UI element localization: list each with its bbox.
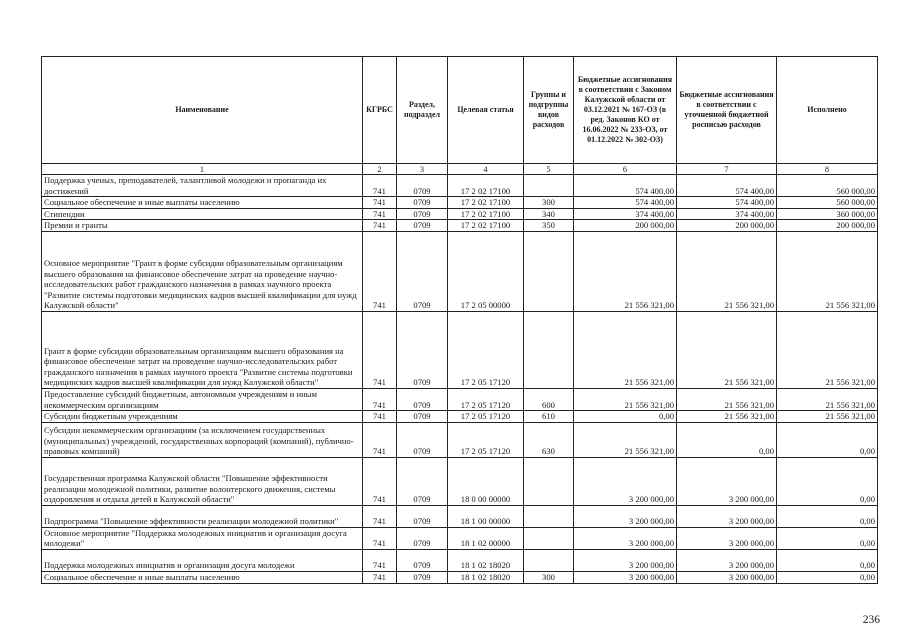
row-assigned: 21 556 321,00 bbox=[574, 311, 677, 388]
row-kgrbs: 741 bbox=[363, 197, 397, 209]
row-refined: 21 556 321,00 bbox=[677, 411, 777, 423]
row-executed: 21 556 321,00 bbox=[777, 388, 878, 410]
row-target: 17 2 05 00000 bbox=[448, 231, 524, 311]
row-name: Основное мероприятие "Грант в форме субсидии образовательным организациям высшего образования на финансовое обеспечение затрат на проведение научно-исследовательских работ гражданского назначения в рамках научного проекта "Развитие системы подготовки медицинских кадров высшей квалификации для нужд Калужской области" bbox=[42, 231, 363, 311]
row-executed: 200 000,00 bbox=[777, 220, 878, 232]
row-refined: 574 400,00 bbox=[677, 175, 777, 197]
column-number: 4 bbox=[448, 164, 524, 175]
row-group bbox=[524, 549, 574, 571]
row-assigned: 574 400,00 bbox=[574, 197, 677, 209]
row-executed: 21 556 321,00 bbox=[777, 411, 878, 423]
row-target: 18 1 02 18020 bbox=[448, 571, 524, 583]
row-executed: 0,00 bbox=[777, 571, 878, 583]
row-section: 0709 bbox=[397, 422, 448, 457]
row-target: 18 0 00 00000 bbox=[448, 457, 524, 505]
table-row bbox=[42, 505, 878, 527]
table-row bbox=[42, 175, 878, 197]
row-section: 0709 bbox=[397, 549, 448, 571]
row-executed: 0,00 bbox=[777, 422, 878, 457]
column-number: 2 bbox=[363, 164, 397, 175]
header-kgrbs: КГРБС bbox=[363, 57, 397, 164]
row-assigned: 0,00 bbox=[574, 411, 677, 423]
row-name: Государственная программа Калужской области "Повышение эффективности реализации молодежной политики, развитие волонтерского движения, системы оздоровления и отдыха детей в Калужской области" bbox=[42, 457, 363, 505]
row-executed: 0,00 bbox=[777, 457, 878, 505]
row-name: Субсидии бюджетным учреждениям bbox=[42, 411, 363, 423]
row-name: Основное мероприятие "Поддержка молодежных инициатив и организация досуга молодежи" bbox=[42, 527, 363, 549]
row-kgrbs: 741 bbox=[363, 571, 397, 583]
table-row bbox=[42, 571, 878, 583]
row-refined: 0,00 bbox=[677, 422, 777, 457]
row-target: 17 2 05 17120 bbox=[448, 422, 524, 457]
row-target: 17 2 05 17120 bbox=[448, 411, 524, 423]
row-target: 18 1 02 18020 bbox=[448, 549, 524, 571]
row-assigned: 3 200 000,00 bbox=[574, 457, 677, 505]
row-name: Подпрограмма "Повышение эффективности реализации молодежной политики" bbox=[42, 505, 363, 527]
row-section: 0709 bbox=[397, 175, 448, 197]
row-executed: 0,00 bbox=[777, 505, 878, 527]
row-section: 0709 bbox=[397, 411, 448, 423]
row-group bbox=[524, 505, 574, 527]
row-refined: 3 200 000,00 bbox=[677, 527, 777, 549]
column-number: 6 bbox=[574, 164, 677, 175]
row-executed: 0,00 bbox=[777, 527, 878, 549]
column-number-row bbox=[42, 164, 878, 175]
row-kgrbs: 741 bbox=[363, 457, 397, 505]
column-number: 1 bbox=[42, 164, 363, 175]
header-executed: Исполнено bbox=[777, 57, 878, 164]
table-row bbox=[42, 388, 878, 410]
table-row bbox=[42, 208, 878, 220]
row-kgrbs: 741 bbox=[363, 220, 397, 232]
row-name: Социальное обеспечение и иные выплаты населению bbox=[42, 571, 363, 583]
row-kgrbs: 741 bbox=[363, 422, 397, 457]
header-row bbox=[42, 57, 878, 164]
table-row bbox=[42, 311, 878, 388]
row-group: 350 bbox=[524, 220, 574, 232]
row-section: 0709 bbox=[397, 505, 448, 527]
row-kgrbs: 741 bbox=[363, 527, 397, 549]
row-name: Грант в форме субсидии образовательным организациям высшего образования на финансовое обеспечение затрат на проведение научно-исследовательских работ гражданского назначения в рамках научного проекта "Развитие системы подготовки медицинских кадров высшей квалификации для нужд Калужской области" bbox=[42, 311, 363, 388]
row-kgrbs: 741 bbox=[363, 175, 397, 197]
row-assigned: 3 200 000,00 bbox=[574, 505, 677, 527]
row-group bbox=[524, 231, 574, 311]
row-kgrbs: 741 bbox=[363, 208, 397, 220]
column-number: 7 bbox=[677, 164, 777, 175]
budget-table bbox=[41, 56, 878, 584]
row-group: 300 bbox=[524, 197, 574, 209]
row-group: 340 bbox=[524, 208, 574, 220]
row-target: 17 2 05 17120 bbox=[448, 311, 524, 388]
row-name: Социальное обеспечение и иные выплаты населению bbox=[42, 197, 363, 209]
row-name: Стипендии bbox=[42, 208, 363, 220]
row-section: 0709 bbox=[397, 527, 448, 549]
row-refined: 200 000,00 bbox=[677, 220, 777, 232]
row-section: 0709 bbox=[397, 311, 448, 388]
header-groups: Группы и подгруппы видов расходов bbox=[524, 57, 574, 164]
row-refined: 374 400,00 bbox=[677, 208, 777, 220]
table-row bbox=[42, 527, 878, 549]
row-refined: 21 556 321,00 bbox=[677, 231, 777, 311]
row-assigned: 21 556 321,00 bbox=[574, 231, 677, 311]
row-assigned: 374 400,00 bbox=[574, 208, 677, 220]
row-refined: 3 200 000,00 bbox=[677, 571, 777, 583]
row-target: 17 2 02 17100 bbox=[448, 175, 524, 197]
row-section: 0709 bbox=[397, 571, 448, 583]
row-assigned: 200 000,00 bbox=[574, 220, 677, 232]
row-refined: 3 200 000,00 bbox=[677, 457, 777, 505]
row-section: 0709 bbox=[397, 388, 448, 410]
table-row bbox=[42, 549, 878, 571]
row-assigned: 3 200 000,00 bbox=[574, 571, 677, 583]
row-executed: 21 556 321,00 bbox=[777, 231, 878, 311]
row-section: 0709 bbox=[397, 197, 448, 209]
row-executed: 0,00 bbox=[777, 549, 878, 571]
row-target: 17 2 02 17100 bbox=[448, 197, 524, 209]
row-kgrbs: 741 bbox=[363, 311, 397, 388]
row-refined: 21 556 321,00 bbox=[677, 311, 777, 388]
row-kgrbs: 741 bbox=[363, 411, 397, 423]
row-name: Предоставление субсидий бюджетным, автономным учреждениям и иным некоммерческим организациям bbox=[42, 388, 363, 410]
row-name: Поддержка молодежных инициатив и организация досуга молодежи bbox=[42, 549, 363, 571]
row-assigned: 21 556 321,00 bbox=[574, 388, 677, 410]
table-row bbox=[42, 411, 878, 423]
row-executed: 560 000,00 bbox=[777, 175, 878, 197]
row-group bbox=[524, 311, 574, 388]
column-number: 8 bbox=[777, 164, 878, 175]
row-executed: 560 000,00 bbox=[777, 197, 878, 209]
row-group: 630 bbox=[524, 422, 574, 457]
header-section: Раздел, подраздел bbox=[397, 57, 448, 164]
row-assigned: 3 200 000,00 bbox=[574, 527, 677, 549]
row-target: 17 2 02 17100 bbox=[448, 208, 524, 220]
row-section: 0709 bbox=[397, 220, 448, 232]
row-group bbox=[524, 457, 574, 505]
row-target: 17 2 05 17120 bbox=[448, 388, 524, 410]
row-group: 600 bbox=[524, 388, 574, 410]
table-row bbox=[42, 231, 878, 311]
row-group bbox=[524, 175, 574, 197]
row-name: Поддержка ученых, преподавателей, талантливой молодежи и пропаганда их достижений bbox=[42, 175, 363, 197]
row-section: 0709 bbox=[397, 457, 448, 505]
row-group: 300 bbox=[524, 571, 574, 583]
row-refined: 21 556 321,00 bbox=[677, 388, 777, 410]
row-kgrbs: 741 bbox=[363, 549, 397, 571]
table-row bbox=[42, 457, 878, 505]
row-refined: 3 200 000,00 bbox=[677, 549, 777, 571]
row-assigned: 21 556 321,00 bbox=[574, 422, 677, 457]
row-kgrbs: 741 bbox=[363, 231, 397, 311]
column-number: 3 bbox=[397, 164, 448, 175]
table-row bbox=[42, 220, 878, 232]
page-number: 236 bbox=[862, 614, 880, 626]
table-row bbox=[42, 197, 878, 209]
row-kgrbs: 741 bbox=[363, 388, 397, 410]
row-kgrbs: 741 bbox=[363, 505, 397, 527]
column-number: 5 bbox=[524, 164, 574, 175]
row-section: 0709 bbox=[397, 231, 448, 311]
header-assign-refined: Бюджетные ассигнования в соответствии с уточненной бюджетной росписью расходов bbox=[677, 57, 777, 164]
header-assign-law: Бюджетные ассигнования в соответствии с Законом Калужской области от 03.12.2021 № 167-ОЗ (в ред. Законов КО от 16.06.2022 № 233-ОЗ, от 01.12.2022 № 302-ОЗ) bbox=[574, 57, 677, 164]
row-refined: 3 200 000,00 bbox=[677, 505, 777, 527]
row-executed: 360 000,00 bbox=[777, 208, 878, 220]
row-assigned: 574 400,00 bbox=[574, 175, 677, 197]
row-name: Премии и гранты bbox=[42, 220, 363, 232]
row-assigned: 3 200 000,00 bbox=[574, 549, 677, 571]
row-group: 610 bbox=[524, 411, 574, 423]
header-target: Целевая статья bbox=[448, 57, 524, 164]
header-name: Наименование bbox=[42, 57, 363, 164]
row-name: Субсидии некоммерческим организациям (за исключением государственных (муниципальных) учреждений, государственных корпораций (компаний), публично-правовых компаний) bbox=[42, 422, 363, 457]
row-refined: 574 400,00 bbox=[677, 197, 777, 209]
row-target: 18 1 02 00000 bbox=[448, 527, 524, 549]
row-group bbox=[524, 527, 574, 549]
row-target: 17 2 02 17100 bbox=[448, 220, 524, 232]
table-body bbox=[42, 175, 878, 584]
row-executed: 21 556 321,00 bbox=[777, 311, 878, 388]
table-row bbox=[42, 422, 878, 457]
row-target: 18 1 00 00000 bbox=[448, 505, 524, 527]
row-section: 0709 bbox=[397, 208, 448, 220]
